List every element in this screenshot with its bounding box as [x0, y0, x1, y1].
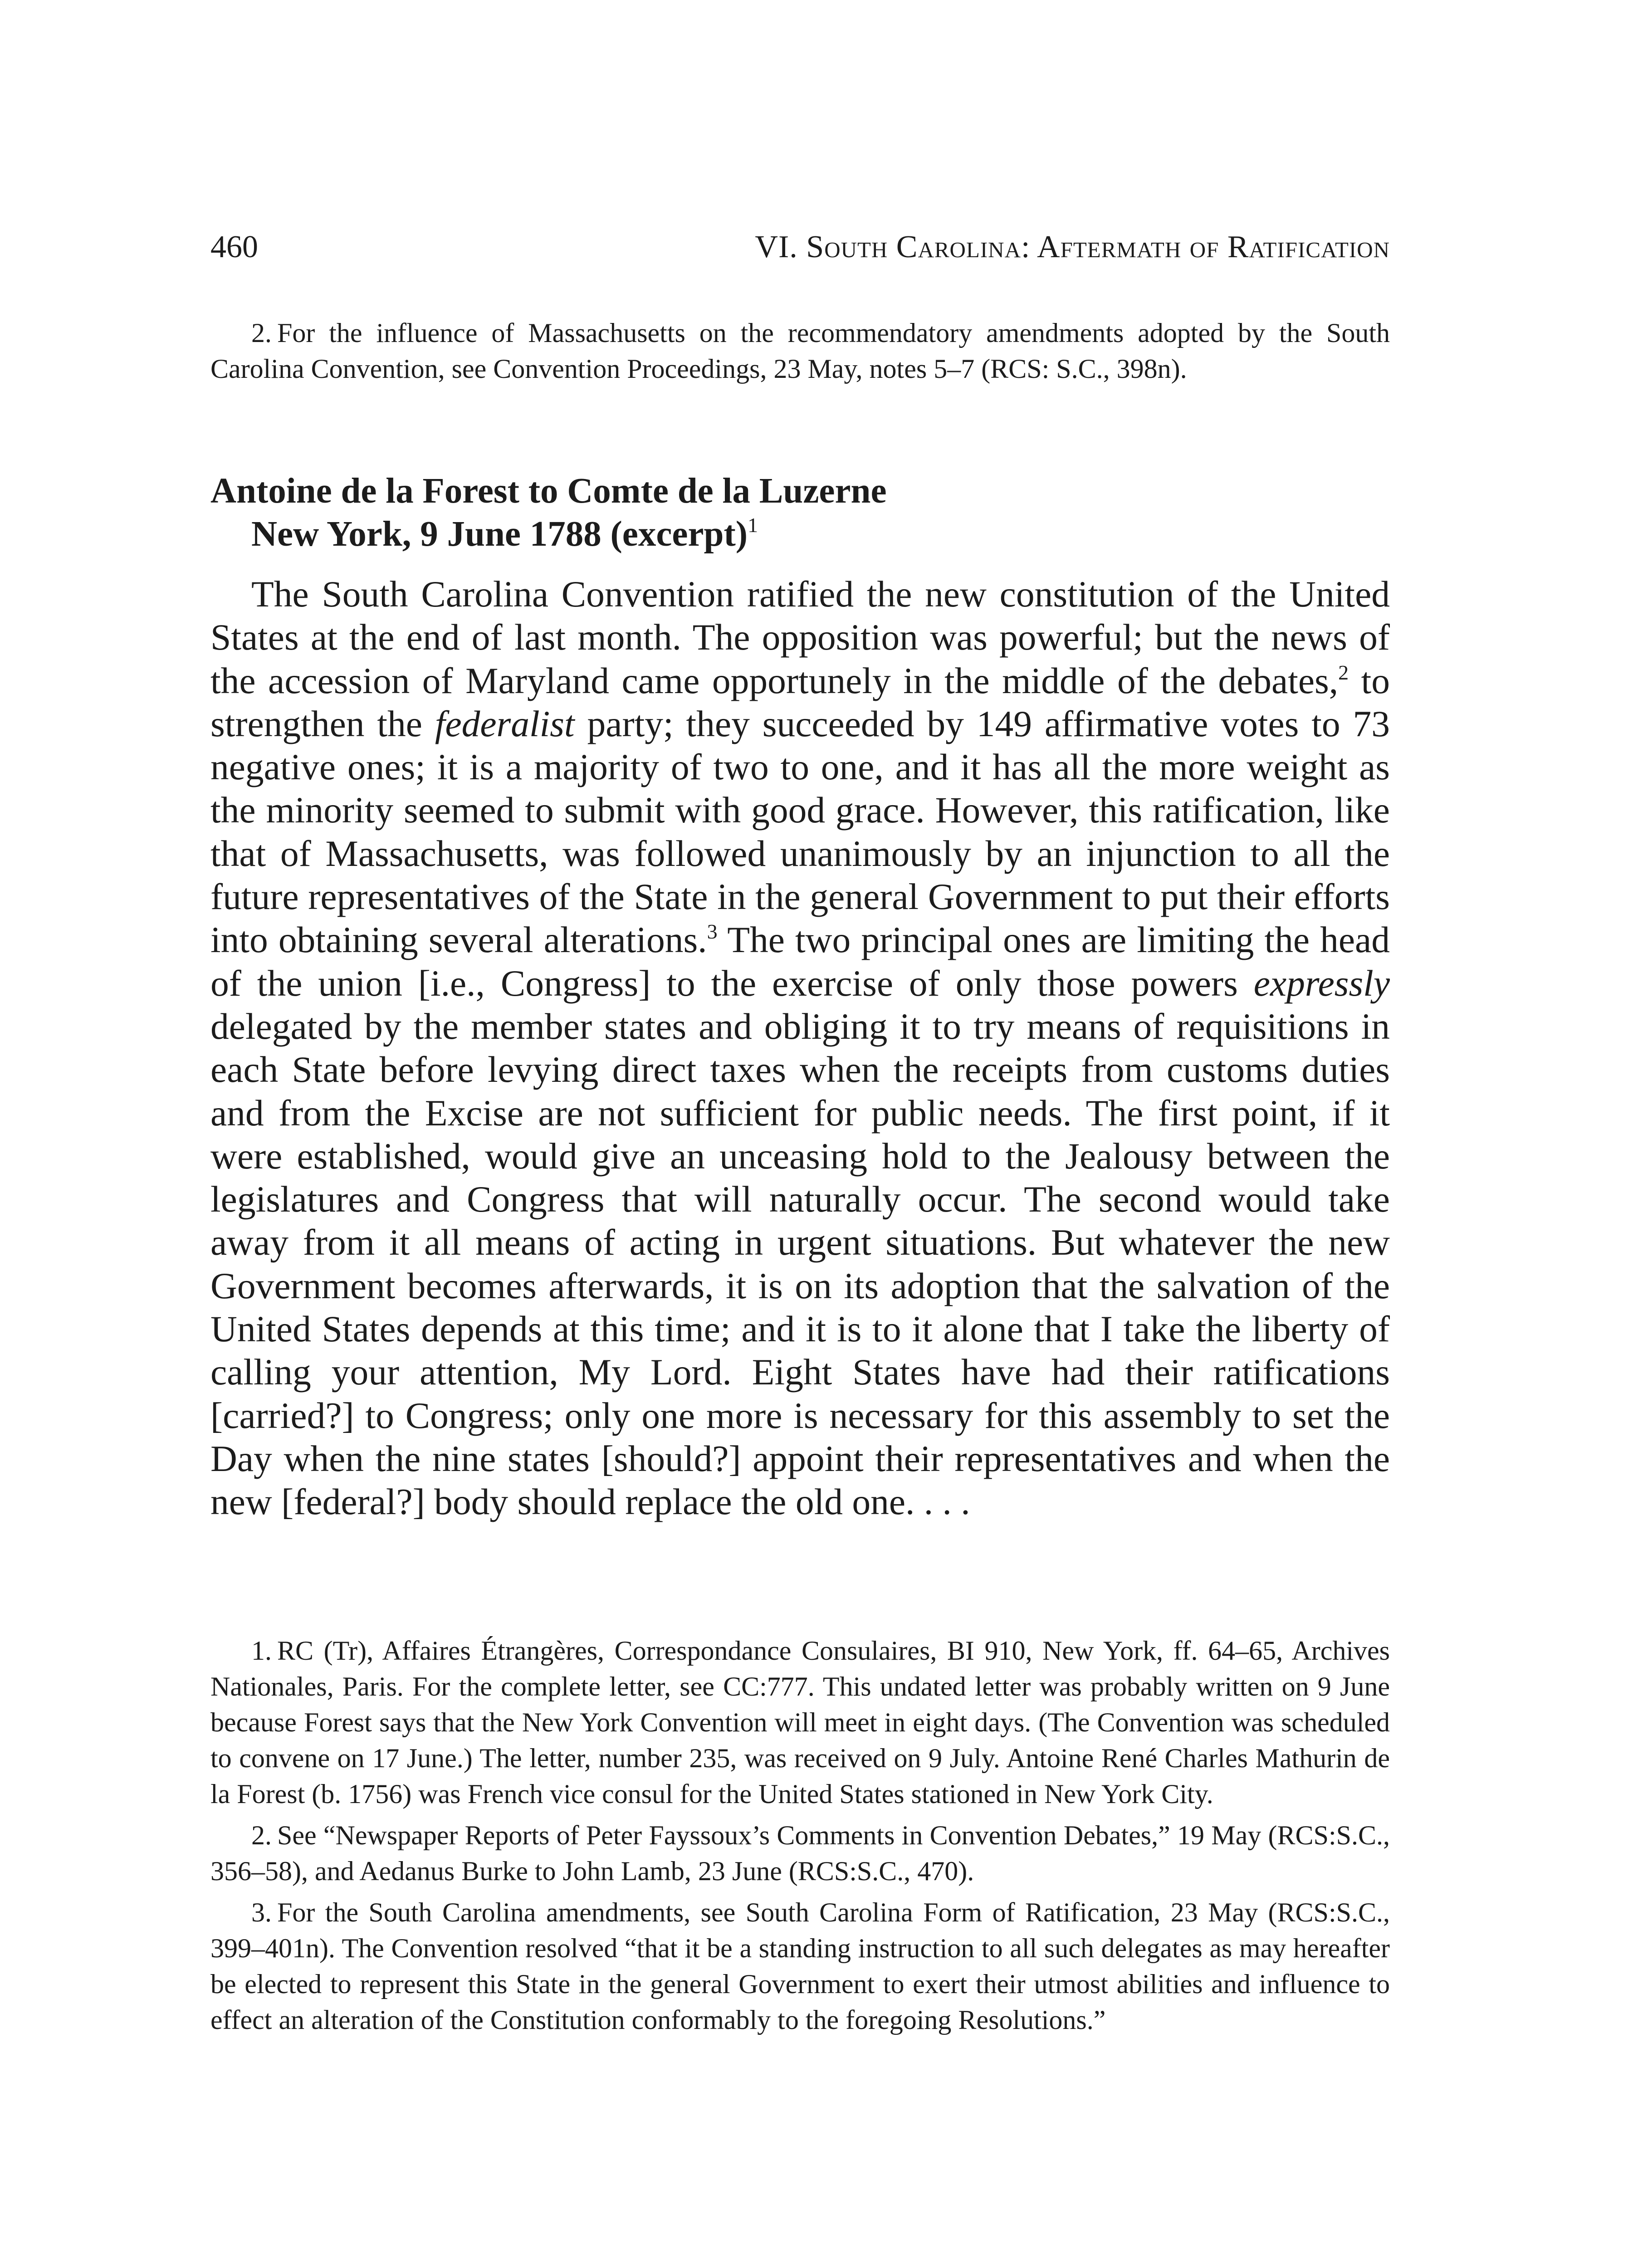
note-ref-2: 2: [1338, 660, 1349, 684]
running-title: VI. South Carolina: Aftermath of Ratification: [755, 230, 1390, 264]
footnote-text: See “Newspaper Reports of Peter Fayssoux’s Comments in Convention Debates,” 19 May (RCS:S.C., 356–58), and Aedanus Burke to John Lamb, 23 June (RCS:S.C., 470).: [210, 1820, 1390, 1886]
footnote-number: 1.: [251, 1636, 272, 1666]
carryover-footnote-number: 2.: [251, 318, 272, 348]
letter-text-part5: delegated by the member states and obliging it to try means of requisitions in each State before levying direct taxes when the receipts from customs duties and from the Excise are not sufficient for public needs. The first point, if it were established, would give an unceasing hold to the Jealousy between the legislatures and Congress that will naturally occur. The second would take away from it all means of acting in urgent situations. But whatever the new Government becomes afterwards, it is on its adoption that the salvation of the United States depends at this time; and it is to it alone that I take the liberty of calling your attention, My Lord. Eight States have had their ratifications [carried?] to Congress; only one more is necessary for this assembly to set the Day when the nine states [should?] appoint their representatives and when the new [federal?] body should replace the old one. . . .: [210, 1005, 1390, 1523]
letter-text-part3: party; they succeeded by 149 affirmative votes to 73 negative ones; it is a majority of two to one, and it has all the more weight as the minority seemed to submit with good grace. However, this ratification, like that of Massachusetts, was followed unanimously by an injunction to all the future representatives of the State in the general Government to put their efforts into obtaining several alterations.: [210, 703, 1390, 961]
footnote-number: 3.: [251, 1897, 272, 1927]
document-heading-dateline: New York, 9 June 1788 (excerpt): [251, 514, 748, 554]
letter-body: [210, 572, 1390, 1524]
footnote-text: For the South Carolina amendments, see South Carolina Form of Ratification, 23 May (RCS:S.C., 399–401n). The Convention resolved “that it be a standing instruction to all such delegates as may hereafter be elected to represent this State in the general Government to exert their utmost abilities and influence to effect an alteration of the Constitution conformably to the foregoing Resolutions.”: [210, 1897, 1390, 2035]
italic-expressly: expressly: [1253, 962, 1390, 1004]
footnote: [210, 1818, 1390, 1889]
document-heading-line1: Antoine de la Forest to Comte de la Luzerne: [210, 471, 887, 511]
running-head: [210, 227, 1390, 277]
footnote-text: RC (Tr), Affaires Étrangères, Correspondance Consulaires, BI 910, New York, ff. 64–65, Archives Nationales, Paris. For the complete letter, see CC:777. This undated letter was probably written on 9 June because Forest says that the New York Convention will meet in eight days. (The Convention was scheduled to convene on 17 June.) The letter, number 235, was received on 9 July. Antoine René Charles Mathurin de la Forest (b. 1756) was French vice consul for the United States stationed in New York City.: [210, 1636, 1390, 1809]
letter-text-part1: The South Carolina Convention ratified the new constitution of the United States at the end of last month. The opposition was powerful; but the news of the accession of Maryland came opportunely in the middle of the debates,: [210, 573, 1390, 701]
footnote-number: 2.: [251, 1820, 272, 1850]
document-heading: [210, 469, 1390, 556]
note-ref-3: 3: [707, 920, 718, 943]
letter-text-part2: to strengthen the: [210, 660, 1390, 744]
footnote: [210, 1633, 1390, 1812]
carryover-footnote-text: For the influence of Massachusetts on the recommendatory amendments adopted by the South Carolina Convention, see Convention Proceedings, 23 May, notes 5–7 (RCS: S.C., 398n).: [210, 318, 1390, 384]
footnotes: [210, 1633, 1390, 2043]
page-number: 460: [210, 230, 258, 264]
letter-text-part4: The two principal ones are limiting the head of the union [i.e., Congress] to the exercise of only those powers: [210, 919, 1390, 1004]
heading-note-ref: 1: [748, 513, 758, 537]
italic-federalist: federalist: [435, 703, 575, 744]
document-heading-line2: [210, 513, 1390, 556]
footnote: [210, 1895, 1390, 2038]
carryover-footnote: [210, 315, 1390, 387]
